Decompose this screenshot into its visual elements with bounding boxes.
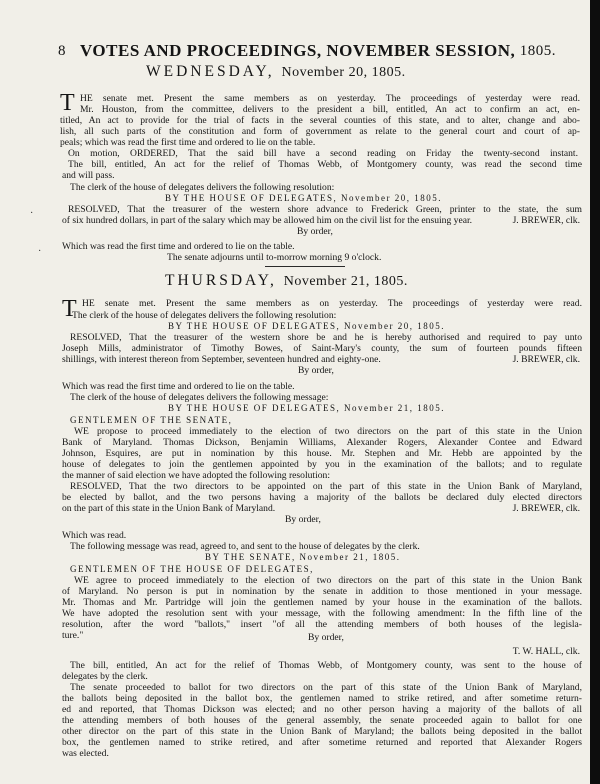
text-line: Which was read the first time and ordered to lie on the table. (62, 241, 295, 252)
text-line: The clerk of the house of delegates delivers the following resolution: (70, 182, 335, 193)
text-line: of six hundred dollars, in part of the salary which may be allowed him on the civil list for the ensuing year. (62, 215, 473, 226)
text-line: Johnson, Esquires, are put in nomination by this house. Mr. Stephen and Mr. Hebb are appointed by the (62, 448, 582, 459)
drop-cap: T (60, 90, 75, 116)
text-line: GENTLEMEN OF THE HOUSE OF DELEGATES, (70, 564, 314, 574)
text-line: titled, An act to provide for the trial of facts in the several counties of this state, and to alter, change and abo- (60, 115, 580, 126)
drop-cap: T (62, 296, 77, 322)
text-line: T. W. HALL, clk. (512, 646, 580, 657)
text-line: box, the gentlemen named to strike retired, and after sometime returned and reported that Alexander Rogers (62, 737, 582, 748)
text-line: J. BREWER, clk. (512, 354, 580, 365)
day-date: November 21, 1805. (283, 274, 408, 289)
header-year: 1805. (519, 43, 556, 59)
text-line: RESOLVED, That the treasurer of the western shore advance to Frederick Green, printer to the state, the sum (68, 204, 582, 215)
text-line: By order, (308, 632, 344, 643)
text-line: house of delegates to join the gentlemen appointed by you in the examination of the ballots; and to regulate (62, 459, 582, 470)
text-line: the attending members of both houses of the general assembly, the senate proceeded again to ballot for one (62, 715, 582, 726)
text-line: ed and reported, that Thomas Dickson was elected; and no other person having a majority of the ballots of all (62, 704, 582, 715)
day-date: November 20, 1805. (281, 65, 406, 80)
text-line: HE senate met. Present the same members as on yesterday. The proceedings of yesterday were read. (82, 298, 582, 309)
text-line: The senate adjourns until to-morrow morning 9 o'clock. (167, 252, 382, 263)
text-line: The bill, entitled, An act for the relief of Thomas Webb, of Montgomery county, was sent to the house of (70, 660, 582, 671)
text-line: other director on the part of this state in the Union Bank of Maryland; the ballots being deposited in the ballot (62, 726, 582, 737)
scan-speck: · (30, 208, 34, 219)
text-line: J. BREWER, clk. (512, 503, 580, 514)
section-divider (265, 266, 345, 267)
day-heading-thursday (165, 272, 408, 291)
header-title: VOTES AND PROCEEDINGS, NOVEMBER SESSION, (80, 41, 516, 60)
text-line: Mr. Houston, from the committee, delivers to the president a bill, entitled, An act to confirm an act, en- (80, 104, 580, 115)
text-line: HE senate met. Present the same members as on yesterday. The proceedings of yesterday were read. (80, 93, 580, 104)
text-line: The bill, entitled, An act for the relief of Thomas Webb, of Montgomery county, was read the second time (68, 159, 582, 170)
text-line: be elected by ballot, and the two persons having a majority of the ballots be declared duly elected directors (62, 492, 582, 503)
text-line: J. BREWER, clk. (512, 215, 580, 226)
text-line: By order, (298, 365, 334, 376)
text-line: lish, all such parts of the constitution and form of government as relate to the general court and court of ap- (60, 126, 580, 137)
text-line: On motion, ORDERED, That the said bill have a second reading on Friday the twenty-second instant. (68, 148, 578, 159)
text-line: the manner of said election we have adopted the following resolution: (62, 470, 331, 481)
text-line: shillings, with interest thereon from September, seventeen hundred and eighty-one. (62, 354, 381, 365)
day-name: THURSDAY, (165, 272, 277, 289)
text-line: and will pass. (62, 170, 115, 181)
text-line: Mr. Thomas and Mr. Partridge will join the gentlemen named by your house in the examination of the ballots. (62, 597, 582, 608)
text-line: BY THE HOUSE OF DELEGATES, November 20, 1805. (165, 193, 442, 203)
text-line: delegates by the clerk. (62, 671, 148, 682)
text-line: Which was read the first time and ordered to lie on the table. (62, 381, 295, 392)
text-line: resolution, after the word "ballots," insert "of all the attending members of both houses of the legisla- (62, 619, 582, 630)
text-line: was elected. (62, 748, 109, 759)
text-line: peals; which was read the first time and ordered to lie on the table. (60, 137, 316, 148)
text-line: We have adopted the resolution sent with your message, with the following amendment: In the fifth line of the (62, 608, 582, 619)
text-line: WE agree to proceed immediately to the election of two directors on the part of this state in the Union Bank (74, 575, 582, 586)
page-number: 8 (58, 43, 66, 59)
text-line: ture." (62, 630, 84, 641)
text-line: By order, (285, 514, 321, 525)
text-line: The clerk of the house of delegates delivers the following resolution: (72, 310, 337, 321)
text-line: The following message was read, agreed to, and sent to the house of delegates by the clerk. (70, 541, 420, 552)
text-line: Bank of Maryland. Thomas Dickson, Benjamin Williams, Alexander Rogers, Alexander Contee and Edward (62, 437, 582, 448)
text-line: the ballots being deposited in the ballot box, the gentlemen named to strike retired, and after sometime return- (62, 693, 582, 704)
scan-edge (590, 0, 600, 784)
text-line: RESOLVED, That the two directors to be appointed on the part of this state in the Union Bank of Maryland, (70, 481, 582, 492)
text-line: The clerk of the house of delegates delivers the following message: (70, 392, 329, 403)
text-line: Which was read. (62, 530, 127, 541)
day-name: WEDNESDAY, (146, 63, 275, 80)
scan-speck: · (38, 246, 42, 257)
text-line: BY THE SENATE, November 21, 1805. (205, 552, 401, 562)
text-line: WE propose to proceed immediately to the election of two directors on the part of this state in the Union (74, 426, 582, 437)
day-heading-wednesday (146, 63, 406, 82)
text-line: GENTLEMEN OF THE SENATE, (70, 415, 233, 425)
text-line: BY THE HOUSE OF DELEGATES, November 20, 1805. (168, 321, 445, 331)
text-line: RESOLVED, That the treasurer of the western shore be and he is hereby authorised and required to pay unto (70, 332, 582, 343)
text-line: Joseph Mills, administrator of Timothy Bowes, of Saint-Mary's county, the sum of fourteen pounds fifteen (62, 343, 582, 354)
text-line: The senate proceeded to ballot for two directors on the part of this state of the Union Bank of Maryland, (70, 682, 582, 693)
text-line: on the part of this state in the Union Bank of Maryland. (62, 503, 276, 514)
text-line: of Maryland. No person is put in nomination by the senate in addition to those mentioned in your message. (62, 586, 582, 597)
text-line: By order, (297, 226, 333, 237)
text-line: BY THE HOUSE OF DELEGATES, November 21, 1805. (168, 403, 445, 413)
